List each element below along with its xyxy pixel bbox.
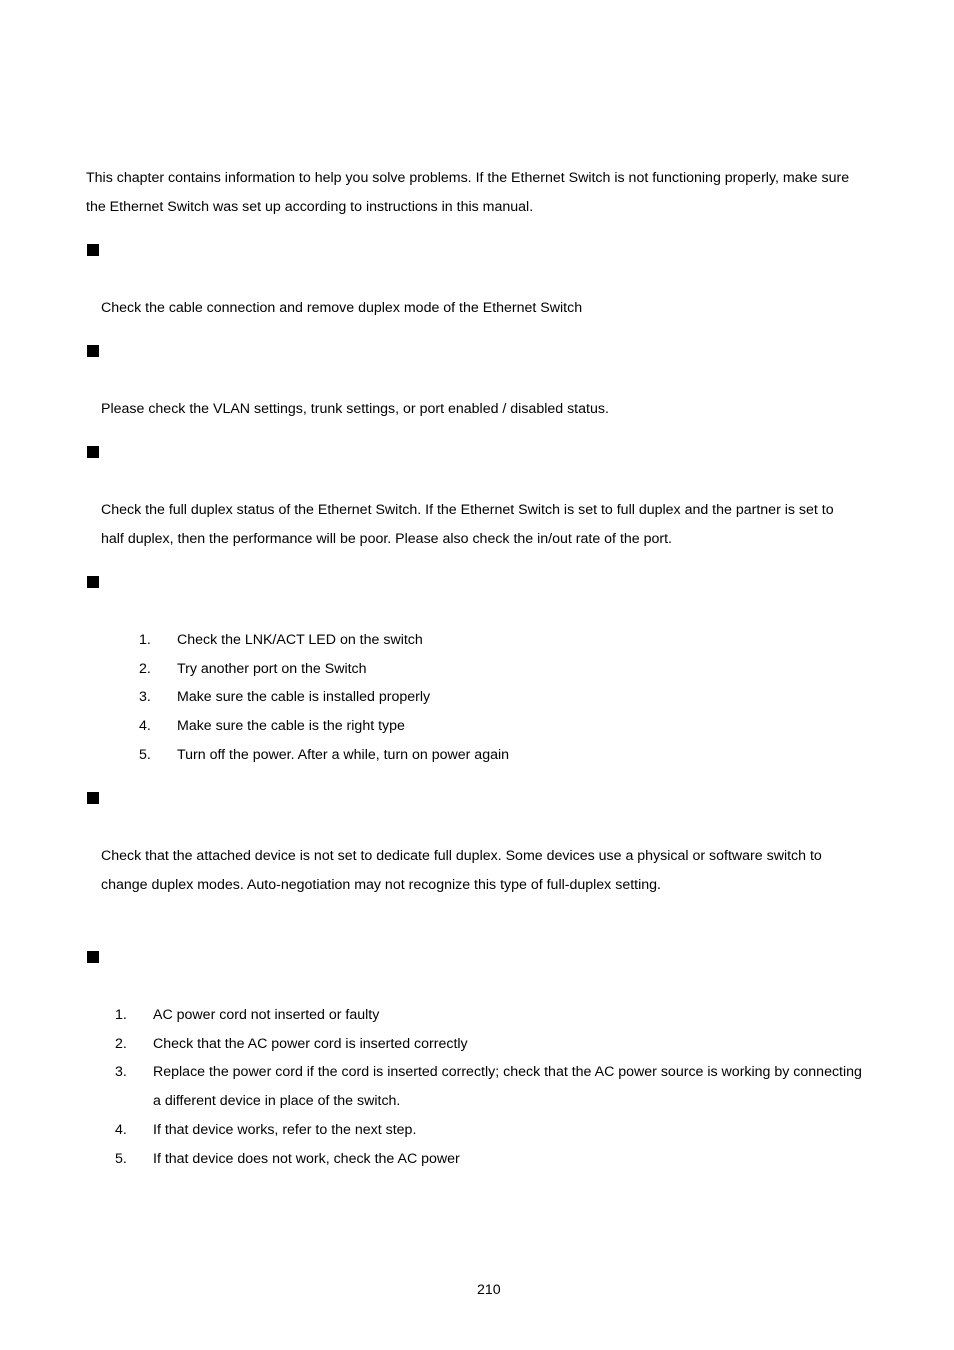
list-item-number: 5. — [115, 1151, 127, 1167]
list-item-text: Check that the AC power cord is inserted correctly — [153, 1036, 468, 1052]
list-item-number: 1. — [139, 632, 151, 648]
list-item-text: Replace the power cord if the cord is inserted correctly; check that the AC power source is working by connecting — [153, 1064, 862, 1080]
section-bullet-icon — [87, 244, 99, 256]
list-item-number: 1. — [115, 1007, 127, 1023]
section-bullet-icon — [87, 951, 99, 963]
list-item-text: Check the LNK/ACT LED on the switch — [177, 632, 423, 648]
list-item-number: 2. — [139, 661, 151, 677]
section-bullet-icon — [87, 792, 99, 804]
list-item-text: Make sure the cable is installed properly — [177, 689, 431, 705]
list-item-text: Turn off the power. After a while, turn on power again — [177, 747, 510, 763]
list-item-text: AC power cord not inserted or faulty — [153, 1007, 380, 1023]
list-item-text: If that device works, refer to the next step. — [153, 1122, 417, 1138]
page-number: 210 — [477, 1282, 501, 1298]
intro-line-1: This chapter contains information to help you solve problems. If the Ethernet Switch is not functioning properly, make sure — [86, 170, 850, 186]
list-item-number: 2. — [115, 1036, 127, 1052]
list-item-text-continued: a different device in place of the switch. — [153, 1093, 401, 1109]
section-3-text-line-1: Check the full duplex status of the Ethernet Switch. If the Ethernet Switch is set to full duplex and the partner is set to — [101, 502, 834, 518]
section-5-text-line-1: Check that the attached device is not set to dedicate full duplex. Some devices use a physical or software switch to — [101, 848, 822, 864]
section-bullet-icon — [87, 345, 99, 357]
section-5-text-line-2: change duplex modes. Auto-negotiation may not recognize this type of full-duplex setting. — [101, 877, 661, 893]
section-bullet-icon — [87, 576, 99, 588]
list-item-number: 3. — [115, 1064, 127, 1080]
list-item-number: 5. — [139, 747, 151, 763]
list-item-number: 4. — [115, 1122, 127, 1138]
list-item-text: Try another port on the Switch — [177, 661, 367, 677]
intro-line-2: the Ethernet Switch was set up according to instructions in this manual. — [86, 199, 534, 215]
section-1-text: Check the cable connection and remove duplex mode of the Ethernet Switch — [101, 300, 583, 316]
list-item-number: 4. — [139, 718, 151, 734]
list-item-text: If that device does not work, check the AC power — [153, 1151, 460, 1167]
list-item-number: 3. — [139, 689, 151, 705]
list-item-text: Make sure the cable is the right type — [177, 718, 405, 734]
section-bullet-icon — [87, 446, 99, 458]
section-3-text-line-2: half duplex, then the performance will be poor. Please also check the in/out rate of the port. — [101, 531, 672, 547]
section-2-text: Please check the VLAN settings, trunk settings, or port enabled / disabled status. — [101, 401, 609, 417]
